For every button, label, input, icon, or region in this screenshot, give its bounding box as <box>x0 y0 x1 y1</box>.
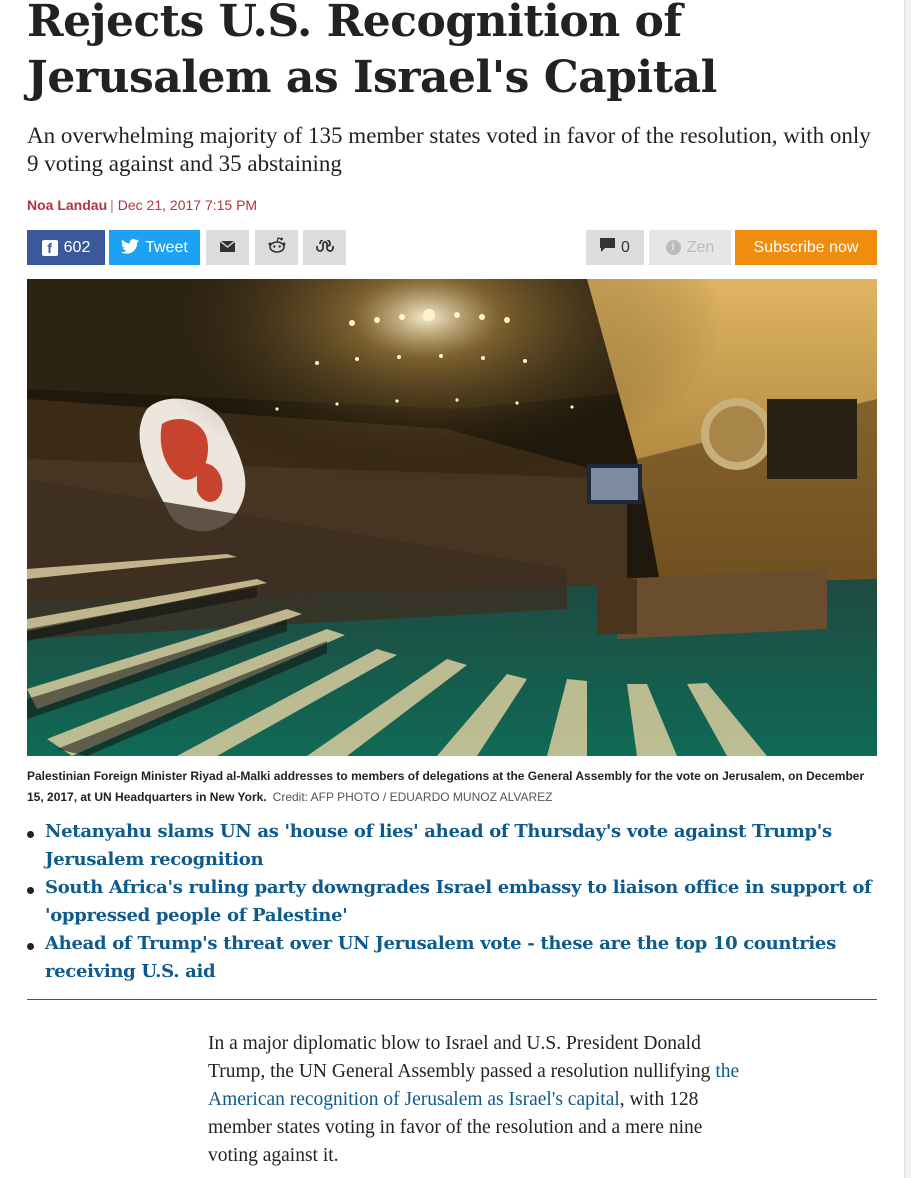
byline-separator: | <box>110 197 114 213</box>
share-toolbar <box>27 230 877 265</box>
comments-button[interactable] <box>586 230 644 265</box>
bullet-icon <box>27 943 34 950</box>
zen-mode-button[interactable] <box>649 230 731 265</box>
byline <box>27 197 257 213</box>
facebook-icon: f <box>42 240 58 256</box>
section-divider <box>27 999 877 1000</box>
mail-icon <box>220 239 235 257</box>
facebook-share-button[interactable] <box>27 230 105 265</box>
page-scrollbar-gutter[interactable] <box>904 0 911 1178</box>
related-articles-list <box>27 818 877 986</box>
body-text-start: In a major diplomatic blow to Israel and U.S. President Donald Trump, the UN General Assembly passed a resolution nullifying <box>208 1033 716 1082</box>
publish-date: Dec 21, 2017 7:15 PM <box>117 197 258 213</box>
photo-credit: Credit: AFP PHOTO / EDUARDO MUNOZ ALVAREZ <box>272 790 553 804</box>
tweet-label: Tweet <box>145 238 188 256</box>
bullet-icon <box>27 831 34 838</box>
reddit-share-button[interactable] <box>255 230 298 265</box>
related-article-link[interactable]: Ahead of Trump's threat over UN Jerusalem vote - these are the top 10 countries receiving U.S. aid <box>45 933 836 982</box>
stumbleupon-icon <box>316 239 334 257</box>
related-article-link[interactable]: Netanyahu slams UN as 'house of lies' ahead of Thursday's vote against Trump's Jerusalem recognition <box>45 821 832 870</box>
article-body-paragraph <box>208 1030 753 1170</box>
article-title: Rejects U.S. Recognition of Jerusalem as Israel's Capital <box>27 0 717 103</box>
comment-icon <box>600 238 615 257</box>
info-icon: i <box>666 240 681 255</box>
zen-label: Zen <box>686 238 715 256</box>
photo-caption <box>27 766 877 808</box>
facebook-share-count: 602 <box>63 238 91 256</box>
inline-article-link[interactable]: the American recognition of Jerusalem as Israel's capital <box>208 1061 740 1110</box>
reddit-icon <box>268 237 286 258</box>
article-photo[interactable] <box>27 279 877 756</box>
subscribe-button[interactable] <box>735 230 877 265</box>
body-text-end: , with 128 member states voting in favor of the resolution and a mere nine voting against it. <box>208 1089 703 1166</box>
author-link[interactable]: Noa Landau <box>27 197 108 213</box>
related-article-item <box>27 818 877 874</box>
related-article-item <box>27 874 877 930</box>
email-share-button[interactable] <box>206 230 249 265</box>
tweet-button[interactable] <box>109 230 200 265</box>
article-subtitle: An overwhelming majority of 135 member states voted in favor of the resolution, with only 9 voting against and 35 abstaining <box>27 123 871 176</box>
caption-text: Palestinian Foreign Minister Riyad al-Malki addresses to members of delegations at the General Assembly for the vote on Jerusalem, on December 15, 2017, at UN Headquarters in New York. <box>27 769 865 804</box>
related-article-item <box>27 930 877 986</box>
comment-count: 0 <box>621 238 630 256</box>
twitter-icon <box>121 239 139 257</box>
subscribe-label: Subscribe now <box>753 238 859 256</box>
stumbleupon-share-button[interactable] <box>303 230 346 265</box>
related-article-link[interactable]: South Africa's ruling party downgrades Israel embassy to liaison office in support of 'oppressed people of Palestine' <box>45 877 872 926</box>
bullet-icon <box>27 887 34 894</box>
